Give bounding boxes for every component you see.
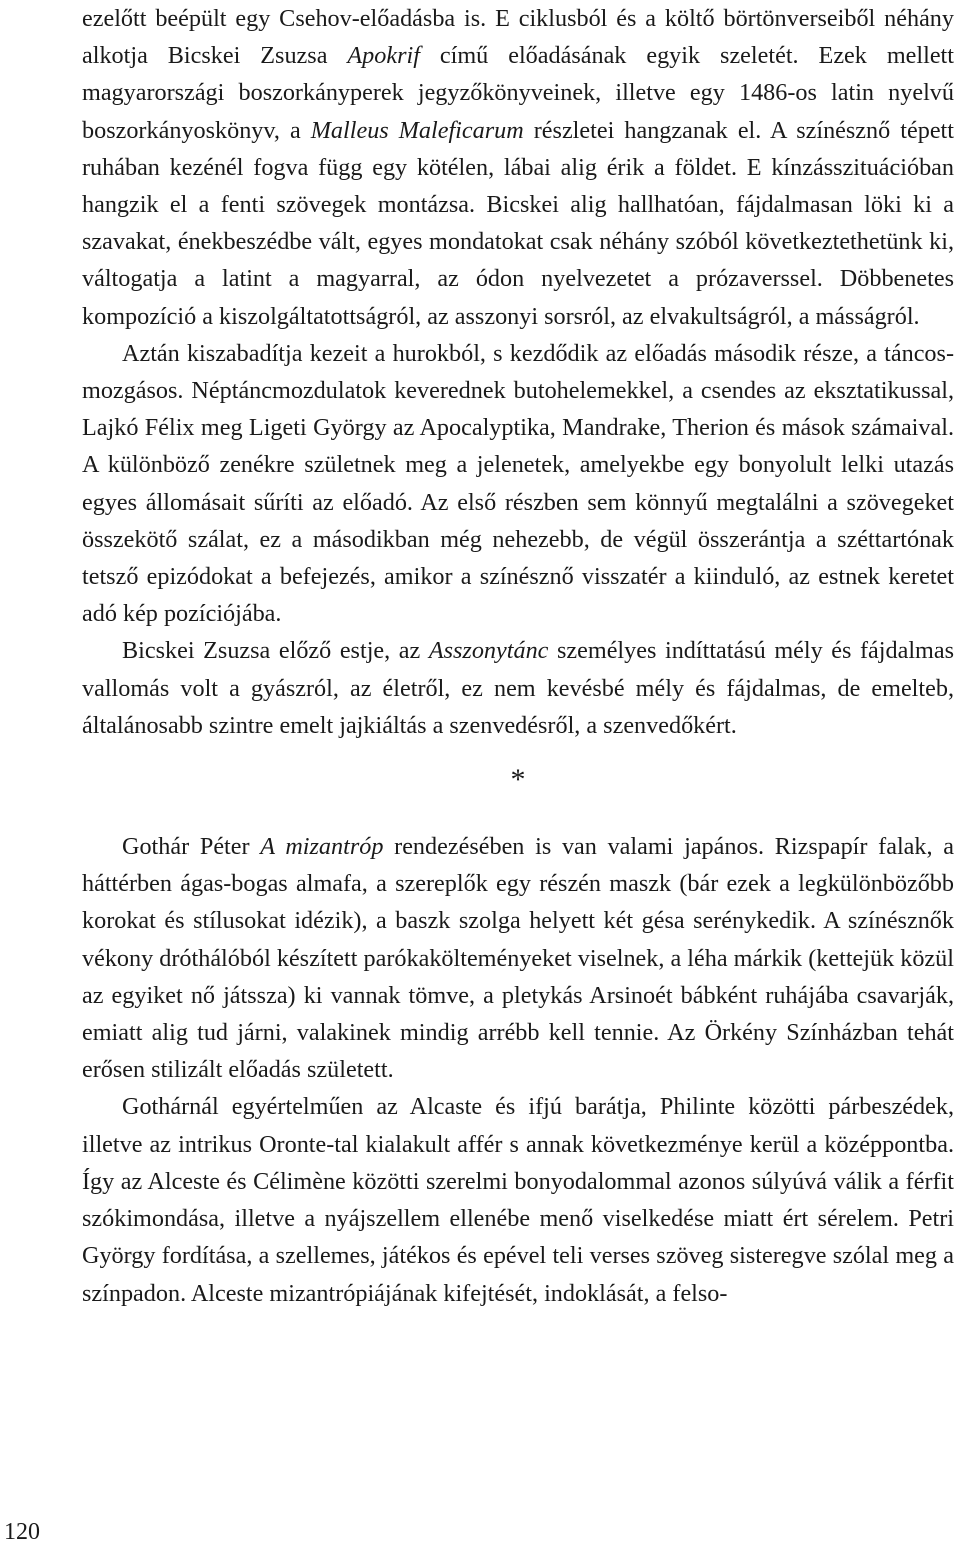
text-run: Aztán kiszabadítja kezeit a hurokból, s kezdődik az előadás második része, a táncos-mozgásos. Néptáncmozdulatok keverednek butohelemekkel, a csendes az eksztatikussal, Lajkó Félix meg Ligeti György az Apocalyptika, Mandrake, Therion és mások számaival. A különböző zenékre születnek meg a jelenetek, amelyekbe egy bonyolult lelki utazás egyes állomásait sűríti az előadó. Az első részben sem könnyű megtalálni a szövegeket összekötő szálat, ez a másodikban még nehezebb, de végül összerántja a széttartónak tetsző epizódokat a befejezés, amikor a színésznő visszatér a kiinduló, az estnek keretet adó kép pozíciójába. <box>82 339 954 628</box>
text-run: személyes indíttatású mély és fájdalmas vallomás volt a gyászról, az életről, ez nem kevésbé mély és fájdalmas, de emelteb, általánosabb szintre emelt jajkiáltás a szenvedésről, a szenvedőkért. <box>82 637 954 739</box>
section-separator: * <box>510 763 526 797</box>
italic-title: Malleus Maleficarum <box>310 116 524 144</box>
text-run: Bicskei Zsuzsa előző estje, az <box>122 637 429 665</box>
paragraph <box>82 0 954 335</box>
text-run: rendezésében is van valami japános. Rizspapír falak, a háttérben ágas-bogas almafa, a szereplők egy részén maszk (bár ezek a legkülönbözőbb korokat és stílusokat idézik), a baszk szolga helyett két gésa serénykedik. A színésznők vékony dróthálóból készített parókakölteményeket viselnek, a léha márkik (kettejük közül az egyiket nő játssza) ki vannak tömve, a pletykás Arsinoét bábként ruhájába csavarják, emiatt alig tud járni, valakinek mindig arrébb kell tennie. Az Örkény Színházban tehát erősen stilizált előadás született. <box>82 833 954 1084</box>
text-block-bottom <box>82 828 954 1312</box>
italic-title: Apokrif <box>347 42 420 70</box>
body-text <box>82 0 954 1312</box>
text-block-top <box>82 0 954 744</box>
text-run: Gothár Péter <box>122 833 261 861</box>
page-number: 120 <box>4 1519 40 1545</box>
italic-title: Asszonytánc <box>428 637 549 665</box>
text-run: részletei hangzanak el. A színésznő tépett ruhában kezénél fogva függ egy kötélen, lábai alig érik a földet. E kínzásszituációban hangzik el a fenti szövegek montázsa. Bicskei alig hallhatóan, fájdalmasan löki ki a szavakat, énekbeszédbe vált, egyes mondatokat csak néhány szóból következtethetünk ki, váltogatja a latint a magyarral, az ódon nyelvezetet a prózaverssel. Döbbenetes kompozíció a kiszolgáltatottságról, az asszonyi sorsról, az elvakultságról, a másságról. <box>82 116 955 330</box>
paragraph <box>82 828 954 1088</box>
paragraph <box>82 632 954 744</box>
italic-title: A mizantróp <box>260 833 384 861</box>
paragraph <box>82 1088 954 1311</box>
text-run: ezelőtt beépült egy Csehov-előadásba is. E ciklusból és a költő börtönverseiből néhány alkotja Bicskei Zsuzsa <box>82 5 954 70</box>
text-run: Gothárnál egyértelműen az Alcaste és ifjú barátja, Philinte közötti párbeszédek, illetve az intrikus Oronte-tal kialakult affér s annak következménye kerül a középpontba. Így az Alceste és Célimène közötti szerelmi bonyodalommal azonos súlyúvá válik a férfit szókimondása, illetve a nyájszellem ellenébe menő viselkedése miatt ért sérelem. Petri György fordítása, a szellemes, játékos és epével teli verses szöveg sisteregve szólal meg a színpadon. Alceste mizantrópiájának kifejtését, indoklását, a felso- <box>82 1093 954 1307</box>
paragraph <box>82 335 954 633</box>
text-run: című előadásának egyik szeletét. Ezek mellett magyarországi boszorkányperek jegyzőkönyveinek, illetve egy 1486-os latin nyelvű boszorkányoskönyv, a <box>82 42 954 144</box>
